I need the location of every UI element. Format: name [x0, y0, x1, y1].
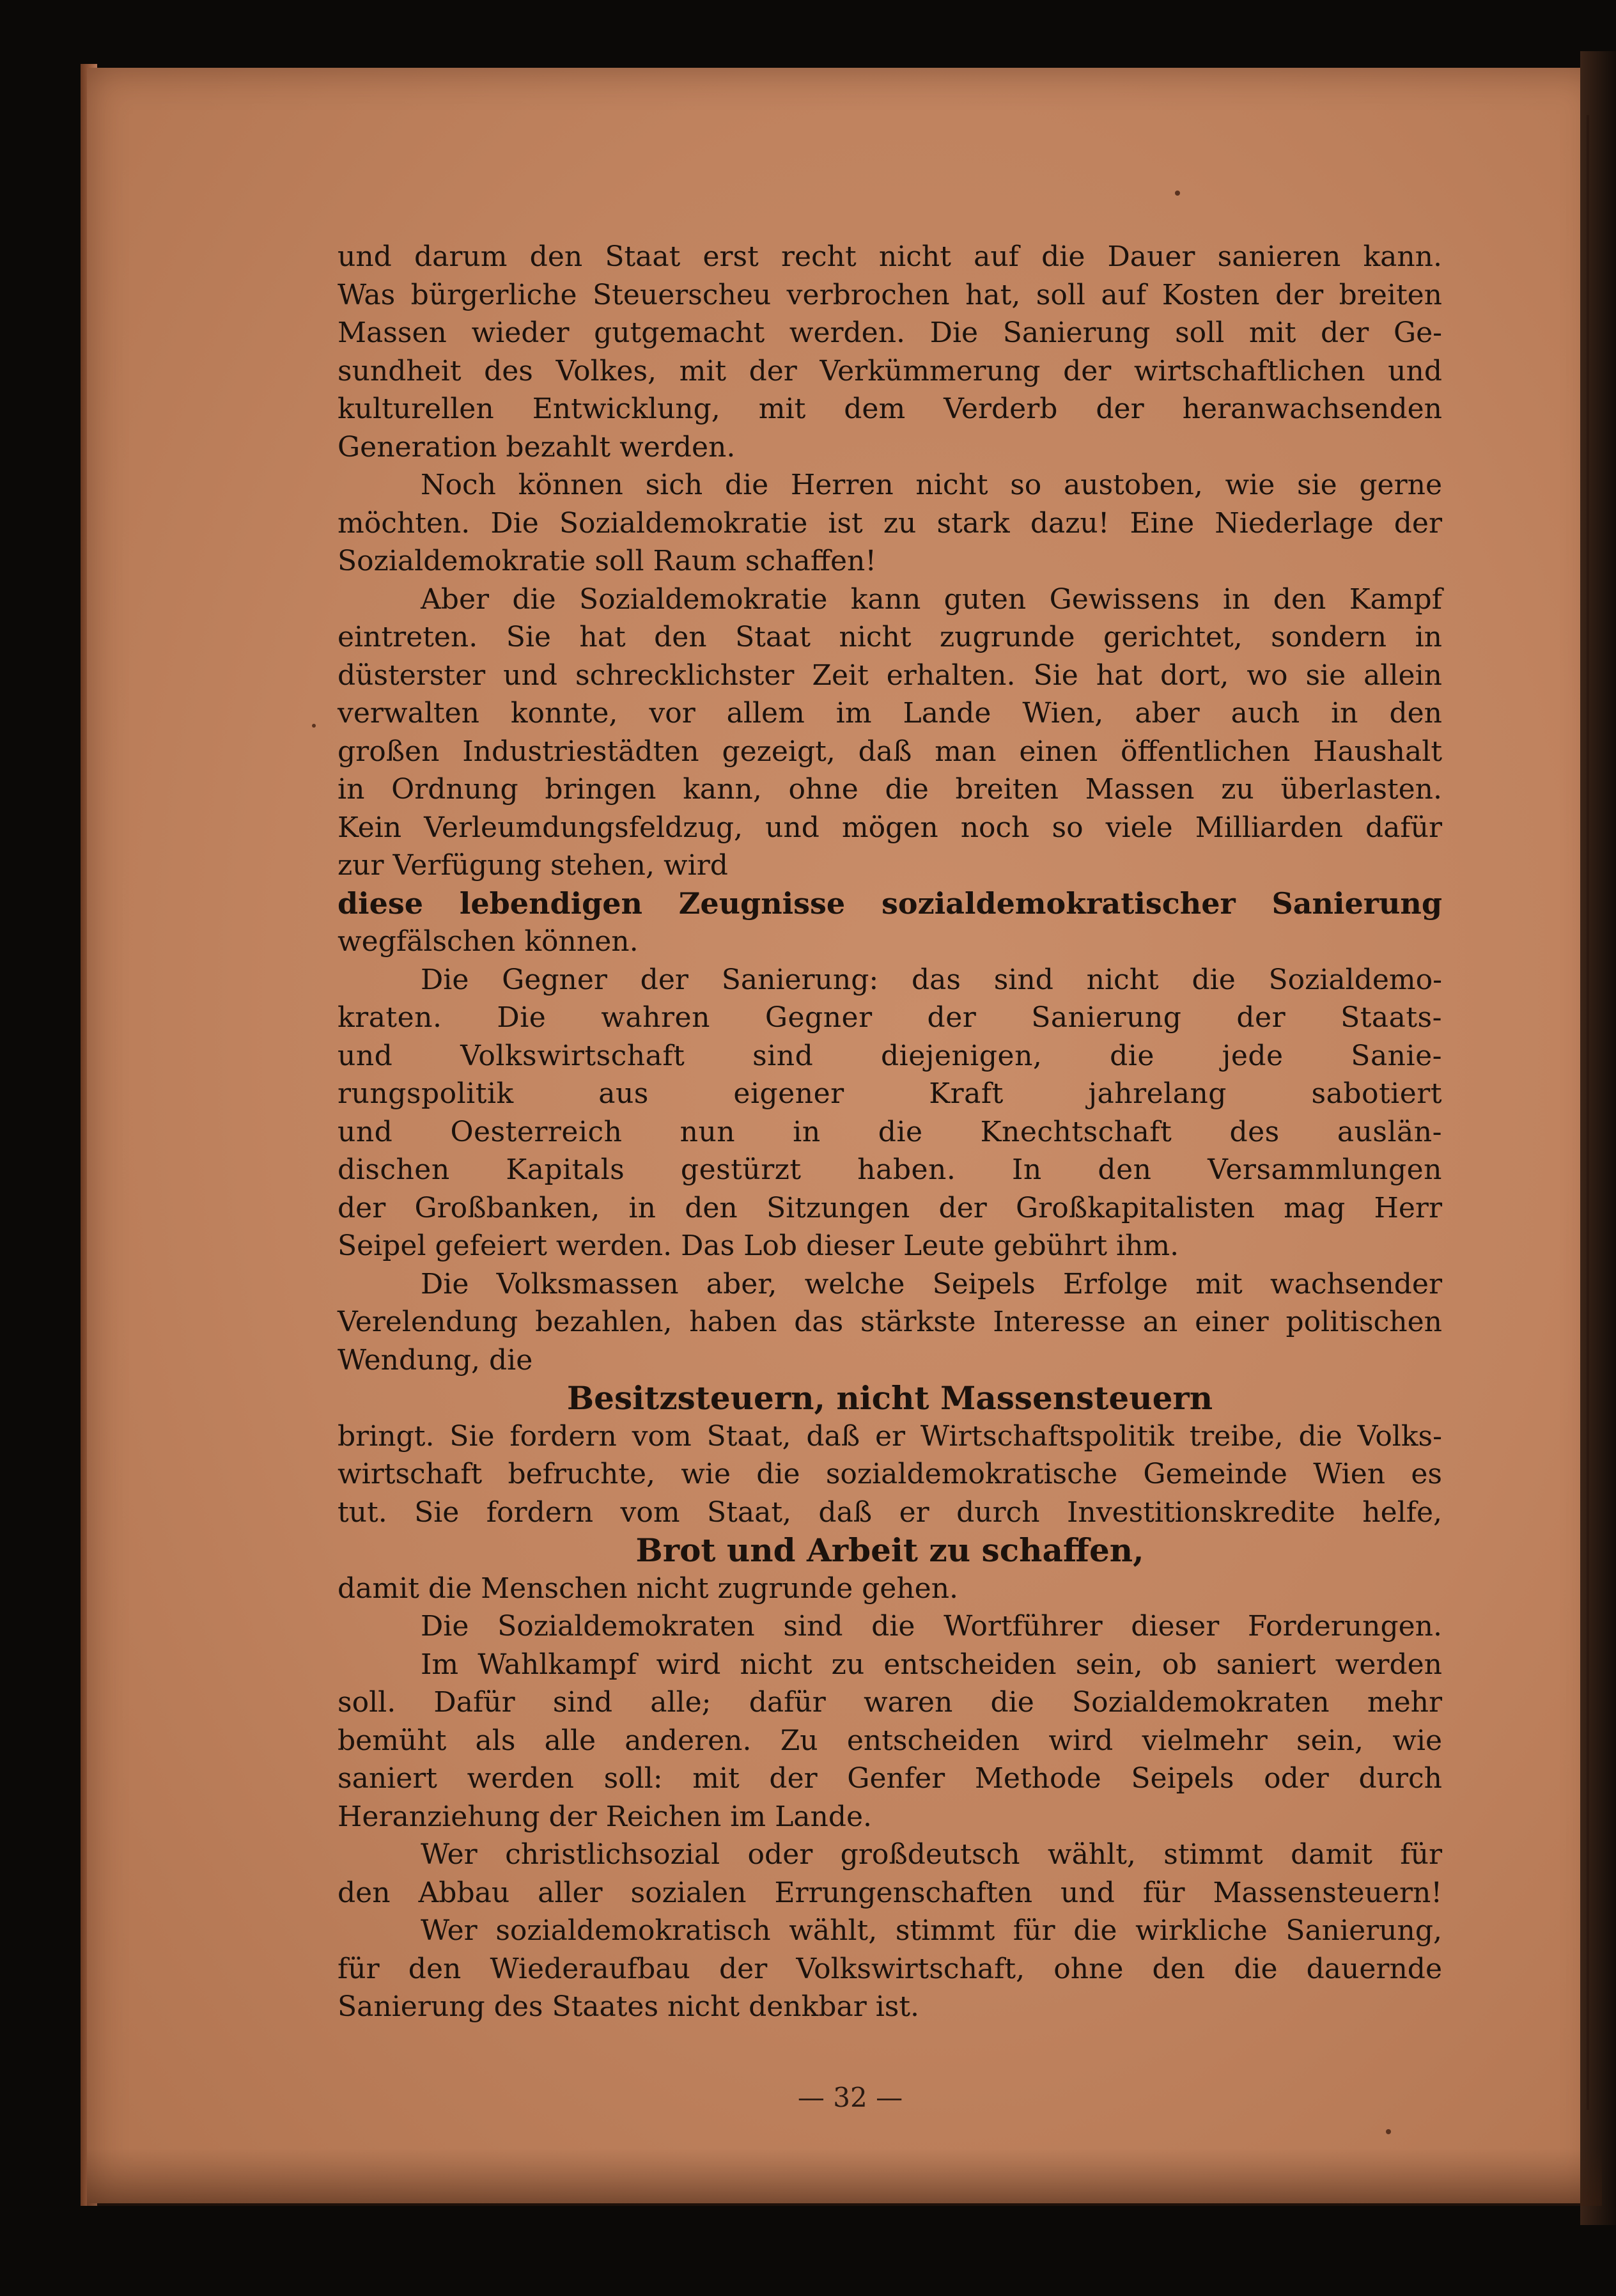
text-line: bringt. Sie fordern vom Staat, daß er Wirtschaftspolitik treibe, die Volks- — [338, 1419, 1442, 1453]
text-line: Sanierung des Staates nicht denkbar ist. — [338, 1990, 920, 2023]
emphasized-line: diese lebendigen Zeugnisse sozialdemokratischer Sanierung — [338, 886, 1442, 921]
text-line: in Ordnung bringen kann, ohne die breiten Massen zu überlasten. — [338, 773, 1442, 806]
emphasized-line: Brot und Arbeit zu schaffen, — [635, 1531, 1144, 1569]
text-line: Was bürgerliche Steuerscheu verbrochen hat, soll auf Kosten der breiten — [338, 278, 1442, 311]
body-text — [338, 238, 1442, 2026]
text-line: großen Industriestädten gezeigt, daß man einen öffentlichen Haushalt — [338, 735, 1442, 768]
text-line: düsterster und schrecklichster Zeit erhalten. Sie hat dort, wo sie allein — [338, 659, 1442, 692]
text-line: Generation bezahlt werden. — [338, 430, 736, 464]
text-line: der Großbanken, in den Sitzungen der Großkapitalisten mag Herr — [338, 1191, 1442, 1224]
text-line: Die Sozialdemokraten sind die Wortführer dieser Forderungen. — [421, 1610, 1442, 1643]
text-line: Im Wahlkampf wird nicht zu entscheiden sein, ob saniert werden — [421, 1648, 1442, 1681]
page-gutter-line — [1587, 115, 1589, 2110]
text-line: zur Verfügung stehen, wird — [338, 849, 728, 882]
page-number: — 32 — — [797, 2082, 903, 2113]
text-line: Seipel gefeiert werden. Das Lob dieser Leute gebührt ihm. — [338, 1230, 1179, 1262]
text-line: kulturellen Entwicklung, mit dem Verderb der heranwachsenden — [338, 393, 1442, 425]
text-line: Kein Verleumdungsfeldzug, und mögen noch so viele Milliarden dafür — [338, 811, 1442, 844]
text-line: Heranziehung der Reichen im Lande. — [338, 1800, 873, 1833]
emphasized-line: Besitzsteuern, nicht Massensteuern — [566, 1379, 1213, 1417]
text-line: soll. Dafür sind alle; dafür waren die Sozialdemokraten mehr — [338, 1686, 1442, 1719]
book-spine-shadow — [1580, 51, 1616, 2225]
text-line: Sozialdemokratie soll Raum schaffen! — [338, 545, 877, 577]
text-line: bemüht als alle anderen. Zu entscheiden wird vielmehr sein, wie — [338, 1724, 1442, 1757]
text-line: und Volkswirtschaft sind diejenigen, die jede Sanie- — [338, 1039, 1442, 1072]
text-line: Verelendung bezahlen, haben das stärkste Interesse an einer politischen — [338, 1306, 1442, 1338]
text-line: kraten. Die wahren Gegner der Sanierung der Staats- — [338, 1001, 1442, 1034]
text-line: Die Gegner der Sanierung: das sind nicht die Sozialdemo- — [421, 963, 1442, 996]
text-line: Die Volksmassen aber, welche Seipels Erfolge mit wachsender — [421, 1267, 1442, 1300]
text-line: Wer christlichsozial oder großdeutsch wählt, stimmt damit für — [421, 1838, 1442, 1871]
page-bottom-shadow — [87, 2148, 1602, 2206]
paper-speck — [312, 724, 316, 728]
text-line: und darum den Staat erst recht nicht auf die Dauer sanieren kann. — [338, 240, 1442, 273]
paper-speck — [1175, 191, 1180, 196]
text-line: damit die Menschen nicht zugrunde gehen. — [338, 1572, 959, 1605]
text-line: dischen Kapitals gestürzt haben. In den Versammlungen — [338, 1153, 1442, 1186]
text-line: sundheit des Volkes, mit der Verkümmerung der wirtschaftlichen und — [338, 354, 1442, 387]
text-line: tut. Sie fordern vom Staat, daß er durch Investitionskredite helfe, — [338, 1496, 1442, 1529]
text-line: Massen wieder gutgemacht werden. Die Sanierung soll mit der Ge- — [338, 316, 1442, 349]
text-line: Wendung, die — [338, 1343, 533, 1377]
text-line: und Oesterreich nun in die Knechtschaft des auslän- — [338, 1115, 1442, 1148]
text-line: den Abbau aller sozialen Errungenschaften und für Massensteuern! — [338, 1876, 1442, 1909]
text-line: rungspolitik aus eigener Kraft jahrelang sabotiert — [338, 1077, 1442, 1110]
text-line: wirtschaft befruchte, wie die sozialdemokratische Gemeinde Wien es — [338, 1458, 1442, 1490]
paper-speck — [1386, 2129, 1391, 2134]
text-line: verwalten konnte, vor allem im Lande Wien, aber auch in den — [338, 697, 1442, 730]
text-line: saniert werden soll: mit der Genfer Methode Seipels oder durch — [338, 1762, 1442, 1795]
text-line: möchten. Die Sozialdemokratie ist zu stark dazu! Eine Niederlage der — [338, 506, 1442, 540]
text-line: wegfälschen können. — [338, 925, 639, 958]
text-line: für den Wiederaufbau der Volkswirtschaft, ohne den die dauernde — [338, 1952, 1442, 1985]
text-line: Wer sozialdemokratisch wählt, stimmt für die wirkliche Sanierung, — [421, 1914, 1442, 1947]
text-line: Aber die Sozialdemokratie kann guten Gewissens in den Kampf — [421, 582, 1442, 616]
text-line: Noch können sich die Herren nicht so austoben, wie sie gerne — [421, 469, 1442, 501]
text-line: eintreten. Sie hat den Staat nicht zugrunde gerichtet, sondern in — [338, 621, 1442, 653]
